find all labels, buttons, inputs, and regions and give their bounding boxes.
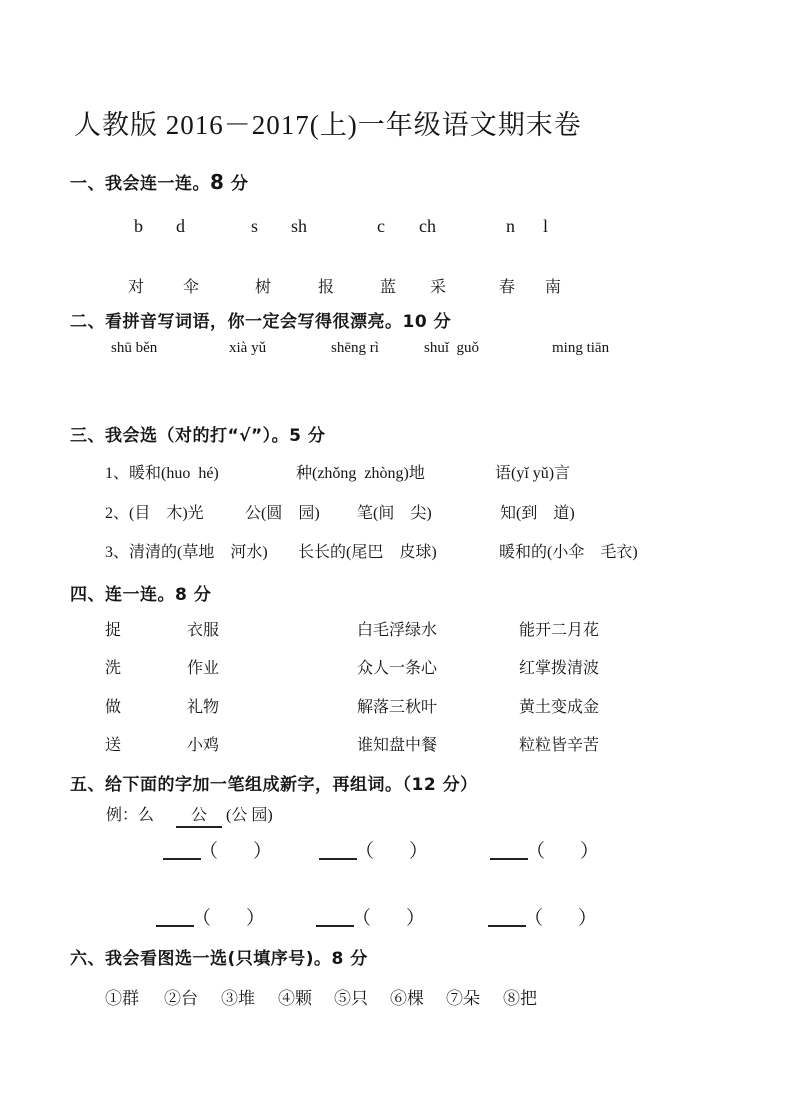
section5-heading: 五、给下面的字加一笔组成新字，再组词。（12 分） (70, 775, 478, 795)
match-verse-right: 粒粒皆辛苦 (519, 737, 600, 754)
section4-heading: 四、连一连。8 分 (70, 585, 212, 605)
match-verse-left: 白毛浮绿水 (357, 622, 438, 639)
open-paren: （ (526, 841, 546, 862)
letter-option-b: b (134, 216, 143, 236)
section4-row-3 (0, 694, 790, 728)
close-paren: ） (406, 908, 426, 929)
match-verb: 送 (105, 737, 122, 754)
match-verb: 洗 (105, 660, 122, 677)
classifier-option-6: ⑥棵 (390, 989, 424, 1008)
match-verse-left: 谁知盘中餐 (357, 737, 438, 754)
section6-options-row (0, 984, 790, 1018)
section5-example-row (0, 802, 790, 836)
match-noun: 小鸡 (187, 737, 220, 754)
pinyin-sheng-ri: shēng rì (331, 340, 379, 356)
match-verse-right: 能开二月花 (519, 622, 600, 639)
open-paren: （ (352, 908, 372, 929)
close-paren: ） (253, 841, 273, 862)
hanzi-option-san: 伞 (183, 279, 200, 296)
choice-zhidao: 知(到 道) (500, 505, 575, 522)
section5-blanks-row-1 (0, 836, 790, 870)
example-answer: 公 (176, 802, 222, 828)
section5-heading-row (0, 770, 790, 804)
pinyin-shu-ben: shū běn (111, 340, 158, 356)
open-paren: （ (192, 908, 212, 929)
hanzi-option-nan: 南 (545, 279, 562, 296)
answer-blank-group (316, 903, 428, 929)
letter-option-d: d (176, 216, 185, 236)
classifier-option-4: ④颗 (278, 989, 312, 1008)
match-noun: 礼物 (187, 699, 220, 716)
choice-gongyuan: 公(圆 园) (245, 505, 320, 522)
hanzi-option-chun: 春 (499, 279, 516, 296)
example-answer-blank (176, 802, 222, 828)
hanzi-option-dui: 对 (128, 279, 145, 296)
letter-option-ch: ch (419, 216, 436, 236)
answer-blank-group (319, 836, 431, 862)
hanzi-option-cai: 采 (430, 279, 447, 296)
close-paren: ） (246, 908, 266, 929)
match-verse-right: 黄土变成金 (519, 699, 600, 716)
hanzi-option-bao: 报 (318, 279, 335, 296)
answer-blank-group (163, 836, 275, 862)
letter-option-l: l (543, 216, 549, 236)
section3-item2-row (0, 500, 790, 534)
open-paren: （ (355, 841, 375, 862)
section1-characters-row (0, 274, 790, 308)
match-verb: 捉 (105, 622, 122, 639)
blank-line (156, 925, 194, 927)
blank-line (490, 858, 528, 860)
open-paren: （ (524, 908, 544, 929)
classifier-option-5: ⑤只 (334, 989, 368, 1008)
section1-letters-row (0, 216, 790, 250)
letter-option-s: s (251, 216, 259, 236)
section6-heading: 六、我会看图选一选(只填序号)。8 分 (70, 949, 368, 969)
match-noun: 作业 (187, 660, 220, 677)
choice-nuanhuode: 暖和的(小伞 毛衣) (499, 544, 638, 561)
choice-nuanhuo: 1、暖和(huo hé) (105, 465, 219, 482)
section6-heading-row (0, 944, 790, 978)
section4-row-1 (0, 617, 790, 651)
choice-changchangde: 长长的(尾巴 皮球) (298, 544, 437, 561)
match-verse-left: 解落三秋叶 (357, 699, 438, 716)
section1-heading-row (0, 169, 790, 203)
classifier-option-1: ①群 (105, 989, 139, 1008)
answer-blank-group (156, 903, 268, 929)
answer-blank-group (490, 836, 602, 862)
pinyin-xia-yu: xià yǔ (229, 340, 267, 356)
section2-heading-row (0, 307, 790, 341)
blank-line (316, 925, 354, 927)
pinyin-shui-guo: shuǐ guǒ (424, 340, 480, 356)
section1-heading-unit: 分 (224, 174, 249, 194)
section2-heading: 二、看拼音写词语，你一定会写得很漂亮。10 分 (70, 312, 452, 332)
example-label: 例：么 (106, 807, 155, 824)
section3-heading: 三、我会选（对的打“√”）。5 分 (70, 426, 326, 446)
section1-heading-main: 一、我会连一连。 (70, 174, 210, 194)
choice-bijian: 笔(间 尖) (357, 505, 432, 522)
classifier-option-8: ⑧把 (503, 989, 537, 1008)
blank-line (319, 858, 357, 860)
blank-line (488, 925, 526, 927)
choice-zhongdi: 种(zhǒng zhòng)地 (296, 465, 425, 482)
example-word: (公 园) (226, 807, 273, 824)
blank-line (163, 858, 201, 860)
section2-pinyin-row (0, 340, 790, 374)
match-verse-left: 众人一条心 (357, 660, 438, 677)
section4-row-4 (0, 732, 790, 766)
match-verse-right: 红掌拨清波 (519, 660, 600, 677)
section1-heading (70, 169, 248, 194)
page-title: 人教版 2016－2017(上)一年级语文期末卷 (74, 110, 582, 140)
close-paren: ） (578, 908, 598, 929)
classifier-option-2: ②台 (164, 989, 198, 1008)
match-verb: 做 (105, 699, 122, 716)
section3-item3-row (0, 539, 790, 573)
choice-muguang: 2、(目 木)光 (105, 505, 204, 522)
close-paren: ） (409, 841, 429, 862)
classifier-option-7: ⑦朵 (446, 989, 480, 1008)
hanzi-option-lan: 蓝 (380, 279, 397, 296)
open-paren: （ (199, 841, 219, 862)
letter-option-c: c (377, 216, 385, 236)
answer-blank-group (488, 903, 600, 929)
hanzi-option-shu: 树 (255, 279, 272, 296)
match-noun: 衣服 (187, 622, 220, 639)
section4-row-2 (0, 655, 790, 689)
classifier-option-3: ③堆 (221, 989, 255, 1008)
section3-item1-row (0, 460, 790, 494)
close-paren: ） (580, 841, 600, 862)
section4-heading-row (0, 580, 790, 614)
letter-option-n: n (506, 216, 515, 236)
section5-blanks-row-2 (0, 903, 790, 937)
choice-yuyan: 语(yǐ yǔ)言 (495, 465, 571, 482)
pinyin-ming-tian: ming tiān (552, 340, 610, 356)
section1-heading-score: 8 (210, 170, 225, 194)
choice-qingqingde: 3、清清的(草地 河水) (105, 544, 268, 561)
section3-heading-row (0, 421, 790, 455)
letter-option-sh: sh (291, 216, 308, 236)
